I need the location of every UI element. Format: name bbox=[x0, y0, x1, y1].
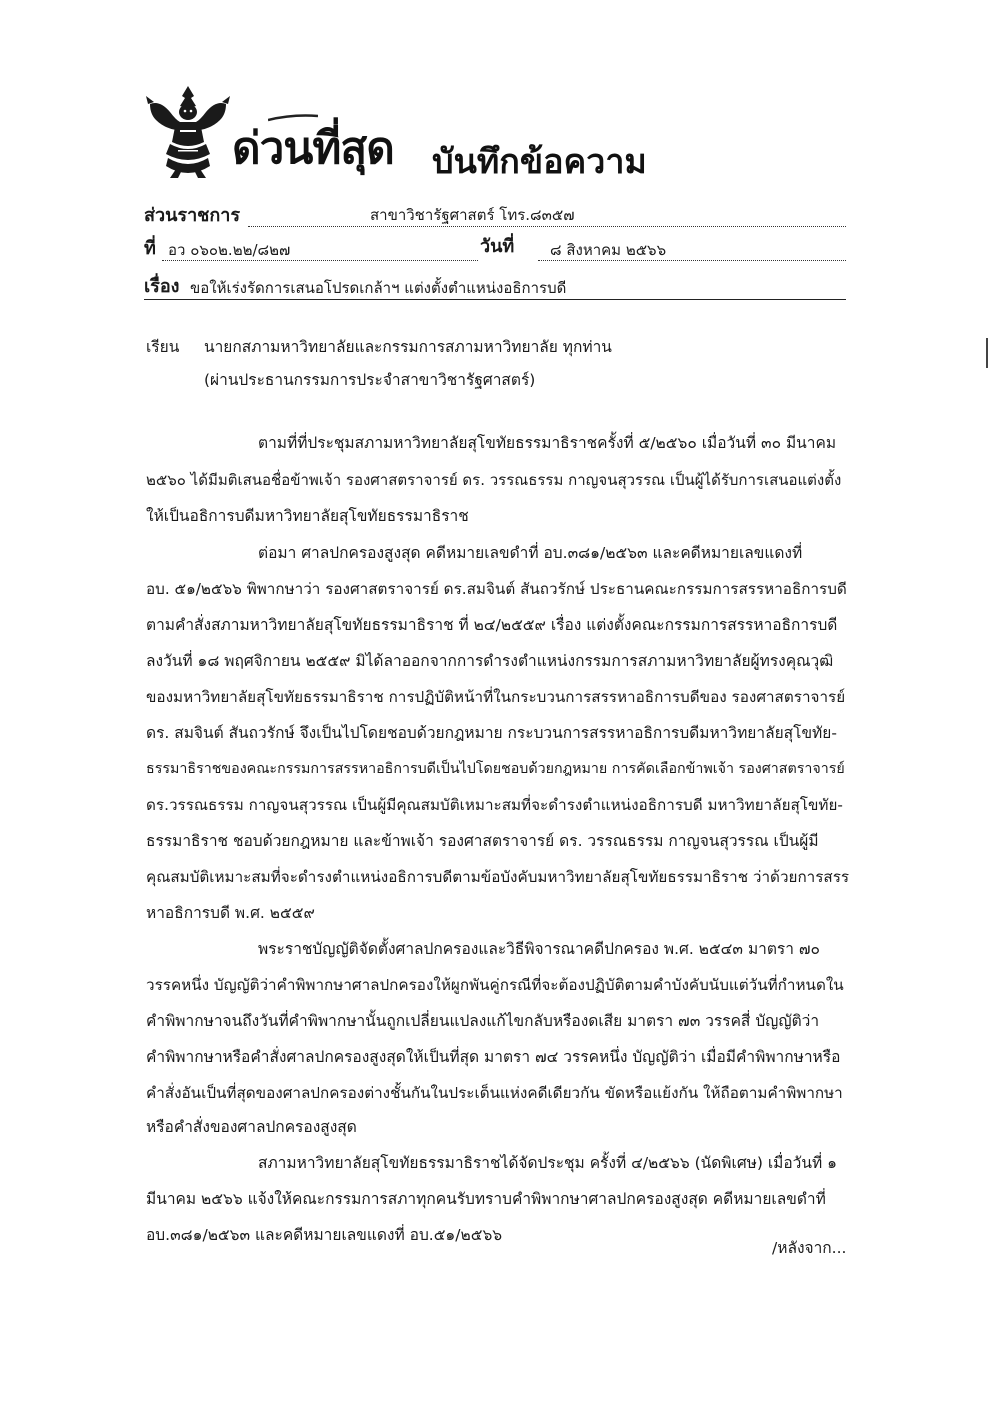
subject-value: ขอให้เร่งรัดการเสนอโปรดเกล้าฯ แต่งตั้งตำแหน่งอธิการบดี bbox=[190, 279, 567, 297]
continued-marker: /หลังจาก... bbox=[772, 1239, 847, 1257]
garuda-emblem-icon bbox=[140, 82, 236, 182]
body-line: คำสั่งอันเป็นที่สุดของศาลปกครองต่างชั้นกันในประเด็นแห่งคดีเดียวกัน ขัดหรือแย้งกัน ให้ถือตามคำพิพากษา bbox=[146, 1084, 843, 1102]
date-dotline bbox=[538, 260, 846, 261]
body-line: ธรรมาธิราชของคณะกรรมการสรรหาอธิการบดีเป็นไปโดยชอบด้วยกฎหมาย การคัดเลือกข้าพเจ้า รองศาสตราจารย์ bbox=[146, 761, 845, 777]
body-line: อบ. ๕๑/๒๕๖๖ พิพากษาว่า รองศาสตราจารย์ ดร.สมจินต์ สันถวรักษ์ ประธานคณะกรรมการสรรหาอธิการบดี bbox=[146, 580, 847, 598]
margin-scan-mark bbox=[986, 338, 988, 368]
body-line: คำพิพากษาจนถึงวันที่คำพิพากษานั้นถูกเปลี่ยนแปลงแก้ไขกลับหรืองดเสีย มาตรา ๗๓ วรรคสี่ บัญญัติว่า bbox=[146, 1012, 820, 1030]
agency-value: สาขาวิชารัฐศาสตร์ โทร.๘๓๕๗ bbox=[370, 206, 575, 224]
salutation-to: นายกสภามหาวิทยาลัยและกรรมการสภามหาวิทยาลัย ทุกท่าน bbox=[204, 338, 612, 356]
body-line: ต่อมา ศาลปกครองสูงสุด คดีหมายเลขดำที่ อบ.๓๘๑/๒๕๖๓ และคดีหมายเลขแดงที่ bbox=[258, 544, 803, 562]
ref-value: อว ๐๖๐๒.๒๒/๘๒๗ bbox=[168, 241, 291, 259]
subject-underline bbox=[144, 299, 846, 300]
body-line: ตามคำสั่งสภามหาวิทยาลัยสุโขทัยธรรมาธิราช ที่ ๒๔/๒๕๕๙ เรื่อง แต่งตั้งคณะกรรมการสรรหาอธิการบดี bbox=[146, 616, 838, 634]
ref-label: ที่ bbox=[144, 238, 156, 259]
date-value: ๘ สิงหาคม ๒๕๖๖ bbox=[550, 241, 667, 259]
salutation-via: (ผ่านประธานกรรมการประจำสาขาวิชารัฐศาสตร์) bbox=[204, 371, 536, 389]
date-label: วันที่ bbox=[480, 236, 515, 257]
body-line: สภามหาวิทยาลัยสุโขทัยธรรมาธิราชได้จัดประชุม ครั้งที่ ๔/๒๕๖๖ (นัดพิเศษ) เมื่อวันที่ ๑ bbox=[258, 1154, 837, 1172]
body-line: คำพิพากษาหรือคำสั่งศาลปกครองสูงสุดให้เป็นที่สุด มาตรา ๗๔ วรรคหนึ่ง บัญญัติว่า เมื่อมีคำพิพากษาหรือ bbox=[146, 1048, 841, 1066]
agency-label: ส่วนราชการ bbox=[144, 205, 241, 226]
body-line: ธรรมาธิราช ชอบด้วยกฎหมาย และข้าพเจ้า รองศาสตราจารย์ ดร. วรรณธรรม กาญจนสุวรรณ เป็นผู้มี bbox=[146, 832, 819, 850]
body-line: วรรคหนึ่ง บัญญัติว่าคำพิพากษาศาลปกครองให้ผูกพันคู่กรณีที่จะต้องปฏิบัติตามคำบังคับนับแต่วันที่กำหนดใน bbox=[146, 976, 844, 994]
body-line: ให้เป็นอธิการบดีมหาวิทยาลัยสุโขทัยธรรมาธิราช bbox=[146, 507, 469, 525]
memo-title: บันทึกข้อความ bbox=[432, 142, 647, 182]
salutation-label: เรียน bbox=[146, 338, 180, 356]
body-line: หาอธิการบดี พ.ศ. ๒๕๕๙ bbox=[146, 904, 315, 922]
body-line: พระราชบัญญัติจัดตั้งศาลปกครองและวิธีพิจารณาคดีปกครอง พ.ศ. ๒๕๔๓ มาตรา ๗๐ bbox=[258, 940, 820, 958]
body-line: หรือคำสั่งของศาลปกครองสูงสุด bbox=[146, 1118, 357, 1136]
body-line: ดร.วรรณธรรม กาญจนสุวรรณ เป็นผู้มีคุณสมบัติเหมาะสมที่จะดำรงตำแหน่งอธิการบดี มหาวิทยาลัยสุโขทัย- bbox=[146, 796, 843, 814]
urgency-stamp: ด่วนที่สุด bbox=[232, 123, 394, 174]
body-line: มีนาคม ๒๕๖๖ แจ้งให้คณะกรรมการสภาทุกคนรับทราบคำพิพากษาศาลปกครองสูงสุด คดีหมายเลขดำที่ bbox=[146, 1190, 826, 1208]
subject-label: เรื่อง bbox=[144, 276, 180, 297]
body-line: คุณสมบัติเหมาะสมที่จะดำรงตำแหน่งอธิการบดีตามข้อบังคับมหาวิทยาลัยสุโขทัยธรรมาธิราช ว่าด้วยการสรร bbox=[146, 868, 850, 886]
agency-dotline bbox=[248, 226, 846, 227]
body-line: ลงวันที่ ๑๘ พฤศจิกายน ๒๕๕๙ มิได้ลาออกจากการดำรงตำแหน่งกรรมการสภามหาวิทยาลัยผู้ทรงคุณวุฒิ bbox=[146, 652, 834, 670]
body-line: ตามที่ที่ประชุมสภามหาวิทยาลัยสุโขทัยธรรมาธิราชครั้งที่ ๕/๒๕๖๐ เมื่อวันที่ ๓๐ มีนาคม bbox=[258, 434, 837, 452]
body-line: ดร. สมจินต์ สันถวรักษ์ จึงเป็นไปโดยชอบด้วยกฎหมาย กระบวนการสรรหาอธิการบดีมหาวิทยาลัยสุโขทัย- bbox=[146, 724, 837, 742]
ref-dotline bbox=[162, 260, 478, 261]
body-line: ๒๕๖๐ ได้มีมติเสนอชื่อข้าพเจ้า รองศาสตราจารย์ ดร. วรรณธรรม กาญจนสุวรรณ เป็นผู้ได้รับการเสนอแต่งตั้ง bbox=[146, 471, 842, 489]
body-line: อบ.๓๘๑/๒๕๖๓ และคดีหมายเลขแดงที่ อบ.๕๑/๒๕๖๖ bbox=[146, 1226, 503, 1244]
body-line: ของมหาวิทยาลัยสุโขทัยธรรมาธิราช การปฏิบัติหน้าที่ในกระบวนการสรรหาอธิการบดีของ รองศาสตราจารย์ bbox=[146, 688, 846, 706]
